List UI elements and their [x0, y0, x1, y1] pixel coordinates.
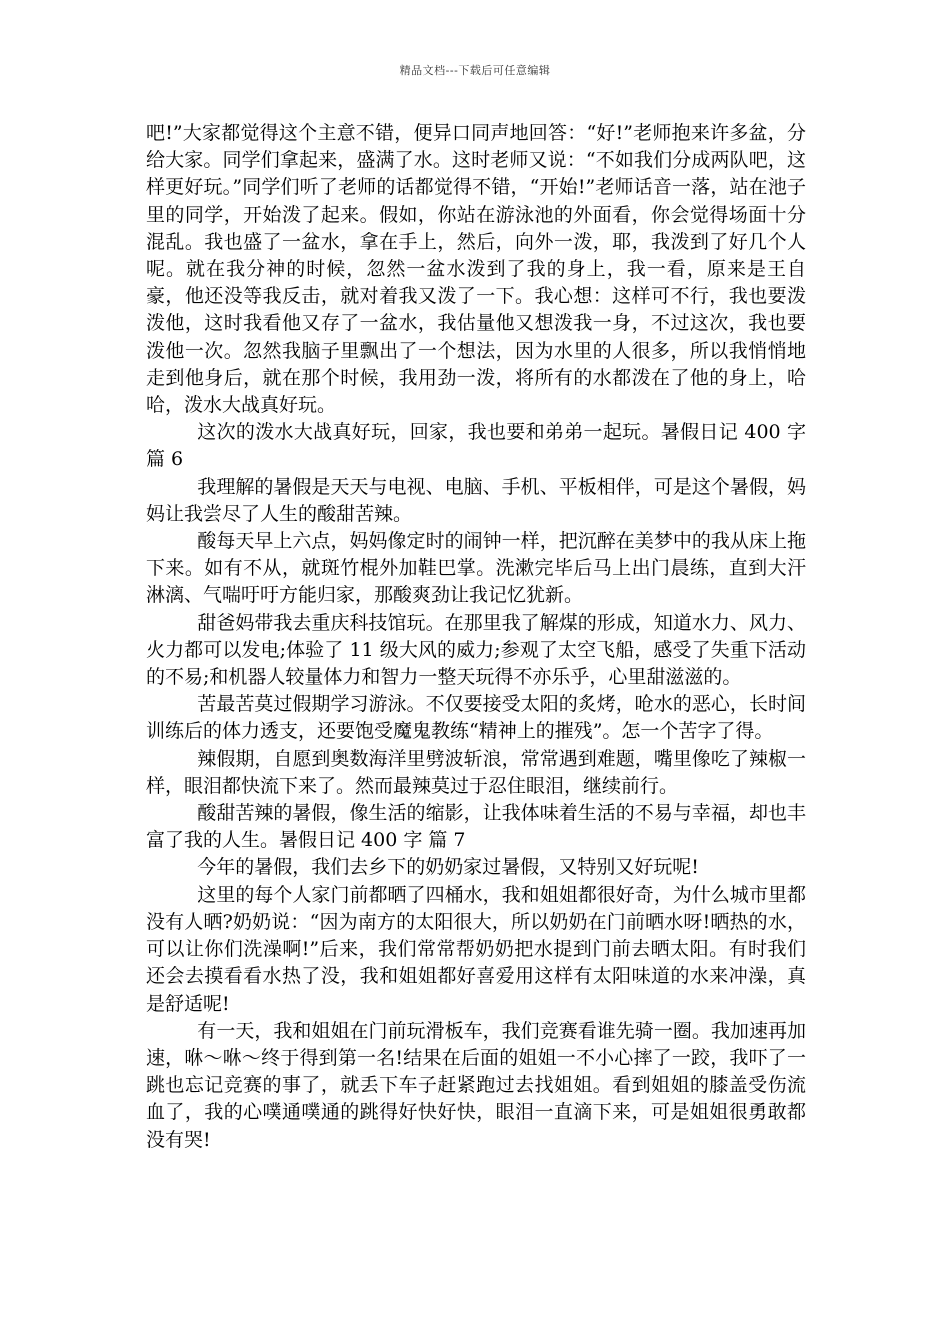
page-header: 精品文档---下载后可任意编辑 [399, 64, 551, 77]
paragraph: 这里的每个人家门前都晒了四桶水，我和姐姐都很好奇，为什么城市里都没有人晒?奶奶说：“因为南方的太阳很大，所以奶奶在门前晒水呀!晒热的水，可以让你们洗澡啊!”后来，我们常常帮奶奶把水提到门前去晒太阳。有时我们还会去摸看看水热了没，我和姐姐都好喜爱用这样有太阳味道的水来冲澡，真是舒适呢! [146, 883, 806, 1015]
paragraph: 酸每天早上六点，妈妈像定时的闹钟一样，把沉醉在美梦中的我从床上拖下来。如有不从，就斑竹棍外加鞋巴掌。洗漱完毕后马上出门晨练，直到大汗淋漓、气喘吁吁方能归家，那酸爽劲让我记忆犹新。 [146, 530, 806, 607]
paragraph: 今年的暑假，我们去乡下的奶奶家过暑假，又特别又好玩呢! [197, 856, 699, 879]
paragraph: 苦最苦莫过假期学习游泳。不仅要接受太阳的炙烤，呛水的恶心，长时间训练后的体力透支，还要饱受魔鬼教练“精神上的摧残”。怎一个苦字了得。 [146, 693, 806, 743]
paragraph: 甜爸妈带我去重庆科技馆玩。在那里我了解煤的形成，知道水力、风力、火力都可以发电;体验了 11 级大风的威力;参观了太空飞船，感受了失重下活动的不易;和机器人较量体力和智力一整天玩得不亦乐乎，心里甜滋滋的。 [146, 611, 806, 689]
paragraph: 酸甜苦辣的暑假，像生活的缩影，让我体味着生活的不易与幸福，却也丰富了我的人生。暑假日记 400 字 篇 7 [146, 802, 806, 852]
document-body [146, 120, 806, 1154]
paragraph-continuation: 吧!”大家都觉得这个主意不错，便异口同声地回答：“好!”老师抱来许多盆，分给大家。同学们拿起来，盛满了水。这时老师又说：“不如我们分成两队吧，这样更好玩。”同学们听了老师的话都觉得不错，“开始!”老师话音一落，站在池子里的同学，开始泼了起来。假如，你站在游泳池的外面看，你会觉得场面十分混乱。我也盛了一盆水，拿在手上，然后，向外一泼，耶，我泼到了好几个人呢。就在我分神的时候，忽然一盆水泼到了我的身上，我一看，原来是王自豪，他还没等我反击，就对着我又泼了一下。我心想：这样可不行，我也要泼泼他，这时我看他又存了一盆水，我估量他又想泼我一身，不过这次，我也要泼他一次。忽然我脑子里飘出了一个想法，因为水里的人很多，所以我悄悄地走到他身后，就在那个时候，我用劲一泼，将所有的水都泼在了他的身上，哈哈，泼水大战真好玩。 [146, 122, 806, 417]
paragraph: 这次的泼水大战真好玩，回家，我也要和弟弟一起玩。暑假日记 400 字 篇 6 [146, 421, 806, 471]
paragraph: 辣假期，自愿到奥数海洋里劈波斩浪，常常遇到难题，嘴里像吃了辣椒一样，眼泪都快流下来了。然而最辣莫过于忍住眼泪，继续前行。 [146, 747, 806, 797]
paragraph: 我理解的暑假是天天与电视、电脑、手机、平板相伴，可是这个暑假，妈妈让我尝尽了人生的酸甜苦辣。 [146, 475, 806, 525]
paragraph: 有一天，我和姐姐在门前玩滑板车，我们竞赛看谁先骑一圈。我加速再加速，咻～咻～终于得到第一名!结果在后面的姐姐一不小心摔了一跤，我吓了一跳也忘记竞赛的事了，就丢下车子赶紧跑过去找姐姐。看到姐姐的膝盖受伤流血了，我的心噗通噗通的跳得好快好快，眼泪一直滴下来，可是姐姐很勇敢都没有哭! [146, 1019, 806, 1151]
